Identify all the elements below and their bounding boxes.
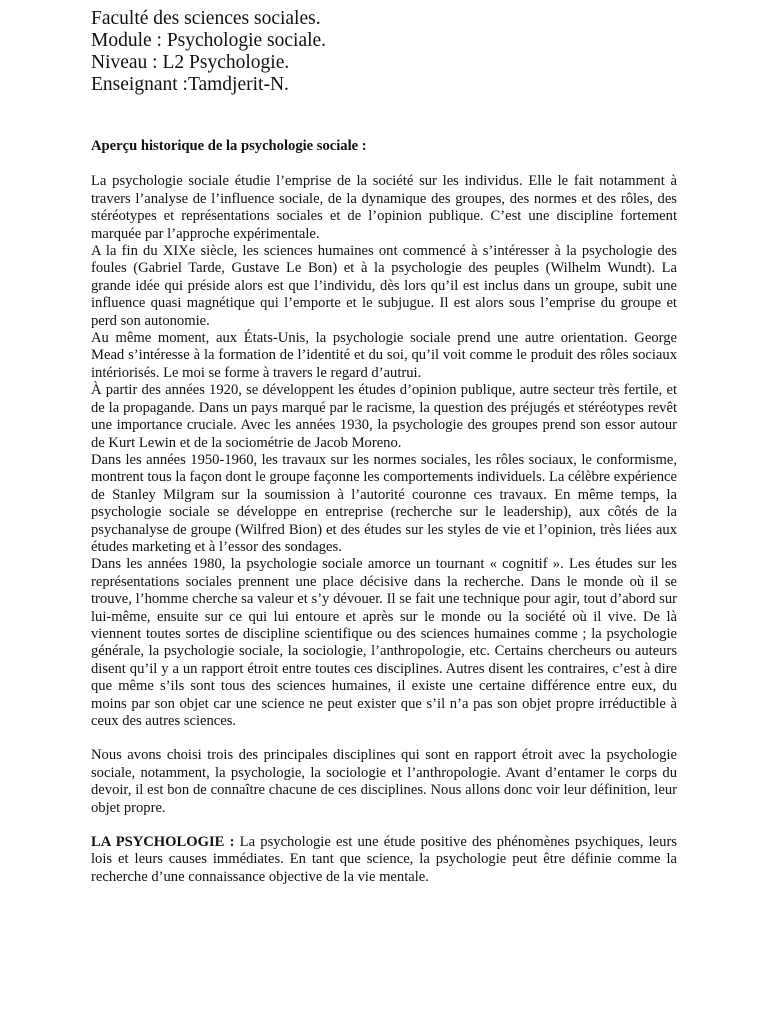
history-section xyxy=(91,173,677,730)
header-module: Module : Psychologie sociale. xyxy=(91,30,327,51)
psychologie-section xyxy=(91,834,677,886)
header-faculty: Faculté des sciences sociales. xyxy=(91,8,321,29)
paragraph-19th-century: A la fin du XIXe siècle, les sciences humaines ont commencé à s’intéresser à la psychologie des foules (Gabriel Tarde, Gustave Le Bon) et à la psychologie des peuples (Wilhelm Wundt). La grande idée qui préside alors est que l’individu, dès lors qu’il est inclus dans un groupe, subit une influence quasi magnétique qui l’emporte et le subjugue. Il est alors sous l’emprise du groupe et perd son autonomie. xyxy=(91,243,677,329)
section-title: Aperçu historique de la psychologie sociale : xyxy=(91,138,367,154)
document-body xyxy=(91,138,677,903)
paragraph-psychologie xyxy=(91,834,677,886)
paragraph-1980s: Dans les années 1980, la psychologie sociale amorce un tournant « cognitif ». Les études sur les représentations sociales prennent une place décisive dans la recherche. Dans le monde où il se trouve, l’homme cherche sa valeur et s’y dévouer. Il se fait une technique pour agir, tout d’abord sur lui-même, ensuite sur ce qui lui entoure et après sur le monde ou la société où il vive. De là viennent toutes sortes de discipline scientifique ou des sciences humaines comme ; la psychologie générale, la psychologie sociale, la sociologie, l’anthropologie, etc. Certains chercheurs ou auteurs disent qu’il y a un rapport étroit entre toutes ces disciplines. Autres disent les contraires, c’est à dire que même s’ils sont tous des sciences humaines, il existe une certaine différence entre eux, du moins par son objet car une science ne peut exister que s’il n’a pas son objet propre irréductible à ceux des autres sciences. xyxy=(91,556,677,729)
paragraph-united-states: Au même moment, aux États-Unis, la psychologie sociale prend une autre orientation. George Mead s’intéresse à la formation de l’identité et du soi, qu’il voit comme le produit des rôles sociaux intériorisés. Le moi se forme à travers le regard d’autrui. xyxy=(91,330,677,381)
paragraph-disciplines: Nous avons choisi trois des principales disciplines qui sont en rapport étroit avec la psychologie sociale, notamment, la psychologie, la sociologie et l’anthropologie. Avant d’entamer le corps du devoir, il est bon de connaître chacune de ces disciplines. Nous allons donc voir leur définition, leur objet propre. xyxy=(91,747,677,816)
header-level: Niveau : L2 Psychologie. xyxy=(91,52,290,73)
header-teacher: Enseignant :Tamdjerit-N. xyxy=(91,74,289,95)
paragraph-1920s: À partir des années 1920, se développent les études d’opinion publique, autre secteur très fertile, et de la propagande. Dans un pays marqué par le racisme, la question des préjugés et stéréotypes revêt une importance cruciale. Avec les années 1930, la psychologie des groupes prend son essor autour de Kurt Lewin et de la sociométrie de Jacob Moreno. xyxy=(91,382,677,451)
psychologie-definition: La psychologie est une étude positive des phénomènes psychiques, leurs lois et leurs causes immédiates. En tant que science, la psychologie peut être définie comme la recherche d’une connaissance objective de la vie mentale. xyxy=(91,834,677,885)
paragraph-intro: La psychologie sociale étudie l’emprise de la société sur les individus. Elle le fait notamment à travers l’analyse de l’influence sociale, de la dynamique des groupes, des normes et des rôles, des stéréotypes et représentations sociales et de l’opinion publique. C’est une discipline fortement marquée par l’approche expérimentale. xyxy=(91,173,677,242)
document-header xyxy=(91,8,691,96)
paragraph-1950s: Dans les années 1950-1960, les travaux sur les normes sociales, les rôles sociaux, le conformisme, montrent tous la façon dont le groupe façonne les comportements individuels. La célèbre expérience de Stanley Milgram sur la soumission à l’autorité couronne ces travaux. En même temps, la psychologie sociale se développe en entreprise (recherche sur le leadership), aux côtés de la psychanalyse de groupe (Wilfred Bion) et des études sur les styles de vie et l’opinion, très liées aux études marketing et à l’essor des sondages. xyxy=(91,451,677,555)
disciplines-section xyxy=(91,747,677,817)
psychologie-heading: LA PSYCHOLOGIE : xyxy=(91,834,235,851)
